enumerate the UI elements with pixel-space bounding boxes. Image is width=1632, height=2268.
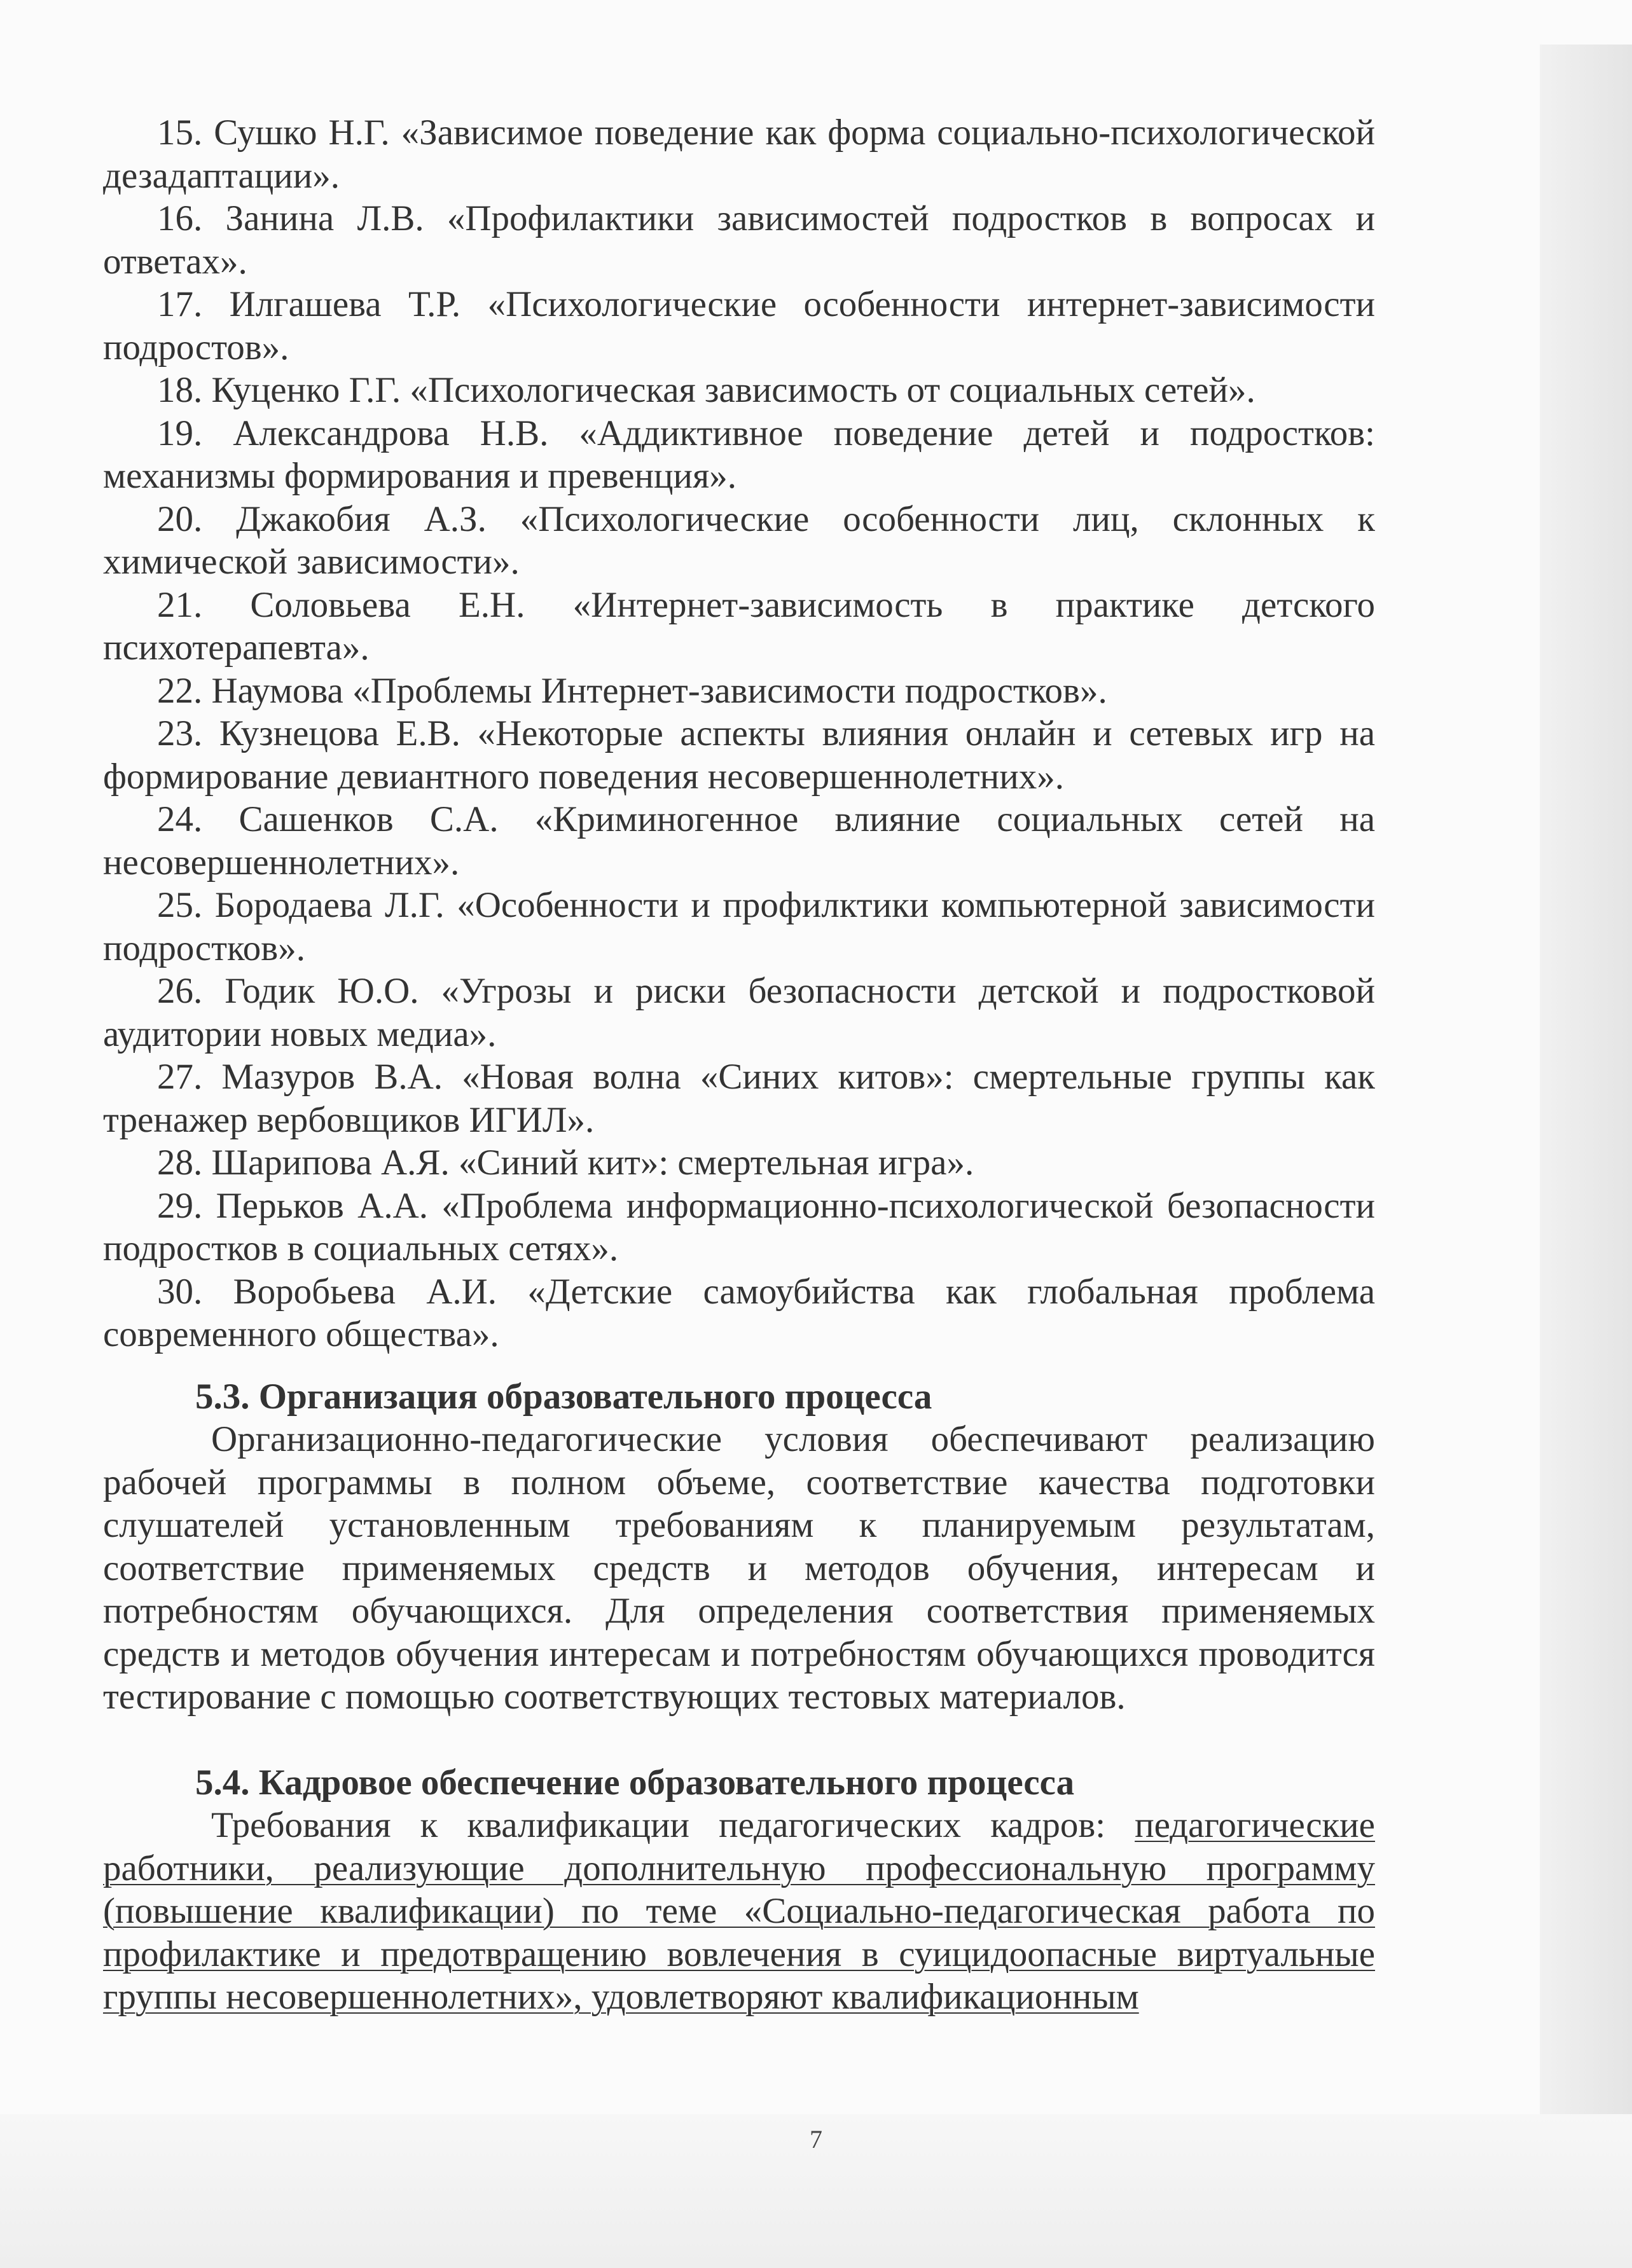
section-5-3-heading: 5.3. Организация образовательного процесса: [195, 1376, 932, 1417]
reference-list: [103, 111, 1375, 1356]
reference-item: 27. Мазуров В.А. «Новая волна «Синих китов»: смертельные группы как тренажер вербовщиков ИГИЛ».: [103, 1057, 1376, 1140]
reference-item: 23. Кузнецова Е.В. «Некоторые аспекты влияния онлайн и сетевых игр на формирование девиантного поведения несовершеннолетних».: [103, 713, 1375, 797]
reference-item: 30. Воробьева А.И. «Детские самоубийства как глобальная проблема современного общества».: [103, 1271, 1376, 1354]
reference-item: 19. Александрова Н.В. «Аддиктивное поведение детей и подростков: механизмы формирования и превенция».: [103, 413, 1375, 496]
reference-item: 16. Занина Л.В. «Профилактики зависимостей подростков в вопросах и ответах».: [103, 198, 1376, 282]
reference-item: 15. Сушко Н.Г. «Зависимое поведение как форма социально-психологической дезадаптации».: [103, 113, 1375, 196]
section-5-3-body: Организационно-педагогические условия обеспечивают реализацию рабочей программы в полном объеме, соответствие качества подготовки слушателей установленным требованиям к планируемым результатам, соответствие применяемых средств и методов обучения, интересам и потребностям обучающихся. Для определения соответствия применяемых средств и методов обучения интересам и потребностям обучающихся проводится тестирование с помощью соответствующих тестовых материалов.: [103, 1419, 1375, 1717]
section-5-4-heading: 5.4. Кадровое обеспечение образовательного процесса: [195, 1762, 1075, 1803]
reference-item: 17. Илгашева Т.Р. «Психологические особенности интернет-зависимости подростов».: [103, 284, 1375, 368]
scan-shadow-right: [1540, 45, 1632, 2268]
reference-item: 22. Наумова «Проблемы Интернет-зависимости подростков».: [157, 670, 1107, 711]
reference-item: 21. Соловьева Е.Н. «Интернет-зависимость в практике детского психотерапевта».: [103, 584, 1375, 668]
page-number: 7: [810, 2125, 822, 2154]
section-5-4-body: [103, 1804, 1375, 2019]
reference-item: 24. Сашенков С.А. «Криминогенное влияние социальных сетей на несовершеннолетних».: [103, 799, 1375, 883]
reference-item: 26. Годик Ю.О. «Угрозы и риски безопасности детской и подростковой аудитории новых медиа».: [103, 971, 1375, 1054]
section-5-4-underlined-text: педагогические работники, реализующие дополнительную профессиональную программу (повышение квалификации) по теме «Социально-педагогическая работа по профилактике и предотвращению вовлечения в суицидоопасные виртуальные группы несовершеннолетних», удовлетворяют квалификационным: [103, 1805, 1375, 2017]
reference-item: 28. Шарипова А.Я. «Синий кит»: смертельная игра».: [157, 1143, 974, 1183]
section-5-4-intro: Требования к квалификации педагогических кадров:: [211, 1805, 1106, 1845]
reference-item: 25. Бородаева Л.Г. «Особенности и профилктики компьютерной зависимости подростков».: [103, 885, 1376, 968]
page-content: [103, 111, 1375, 2019]
reference-item: 18. Куценко Г.Г. «Психологическая зависимость от социальных сетей».: [157, 370, 1255, 410]
reference-item: 29. Перьков А.А. «Проблема информационно-психологической безопасности подростков в социальных сетях».: [103, 1185, 1375, 1268]
reference-item: 20. Джакобия А.З. «Психологические особенности лиц, склонных к химической зависимости».: [103, 498, 1375, 582]
